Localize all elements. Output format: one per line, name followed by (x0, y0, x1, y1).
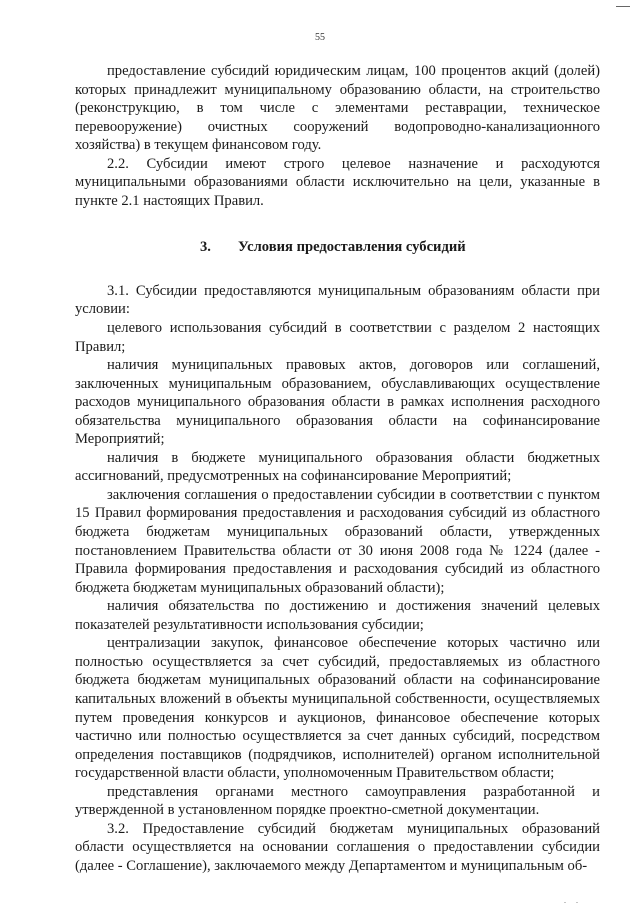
paragraph-3-1: 3.1. Субсидии предоставляются муниципальным образованиям области при условии: (75, 282, 600, 318)
condition-item: представления органами местного самоуправления разработанной и утвержденной в установленном порядке проектно-сметной документации. (75, 783, 600, 819)
condition-item: централизации закупок, финансовое обеспечение которых частично или полностью осуществляется за счет субсидий, предоставляемых из областного бюджета бюджетам муниципальных образований области на софинансирование капитальных вложений в объекты муниципальной собственности, осуществляемых путем проведения конкурсов и аукционов, финансовое обеспечение которых частично или полностью осуществляется за счет данных субсидий, посредством определения поставщиков (подрядчиков, исполнителей) органом исполнительной государственной власти области, уполномоченным Правительством области; (75, 635, 600, 782)
condition-item: наличия в бюджете муниципального образования области бюджетных ассигнований, предусмотренных на софинансирование Мероприятий; (75, 449, 600, 485)
section-title: Условия предоставления субсидий (238, 239, 466, 256)
footer-marks: . . (564, 896, 582, 905)
paragraph-continuation: предоставление субсидий юридическим лицам, 100 процентов акций (долей) которых принадлежит муниципальному образованию области, на строительство (реконструкцию, в том числе с элементами реставрации, техническое перевооружение) очистных сооружений водопроводно-канализационного хозяйства) в текущем финансовом году. (75, 63, 600, 154)
condition-item: целевого использования субсидий в соответствии с разделом 2 настоящих Правил; (75, 320, 600, 355)
section-heading (75, 238, 600, 257)
document-body (75, 62, 600, 875)
section-number: 3. (200, 239, 211, 256)
page-number: 55 (315, 32, 325, 43)
condition-item: наличия муниципальных правовых актов, договоров или соглашений, заключенных муниципальным образованием, обуславливающих осуществление расходов муниципального образования области в рамках исполнения расходного обязательства муниципального образования области на софинансирование Мероприятий; (75, 357, 600, 448)
paragraph-3-2: 3.2. Предоставление субсидий бюджетам муниципальных образований области осуществляется на основании соглашения о предоставлении субсидии (далее - Соглашение), заключаемого между Департаментом и муниципальным об- (75, 820, 600, 874)
scan-corner-mark (616, 0, 630, 7)
condition-item: наличия обязательства по достижению и достижения значений целевых показателей результативности использования субсидии; (75, 598, 600, 633)
condition-item: заключения соглашения о предоставлении субсидии в соответствии с пунктом 15 Правил формирования предоставления и расходования субсидий из областного бюджета бюджетам муниципальных образований области, утвержденных постановлением Правительства области от 30 июня 2008 года № 1224 (далее - Правила формирования предоставления и расходования субсидий из областного бюджета бюджетам муниципальных образований области); (75, 486, 600, 596)
paragraph-2-2: 2.2. Субсидии имеют строго целевое назначение и расходуются муниципальными образованиями области исключительно на цели, указанные в пункте 2.1 настоящих Правил. (75, 155, 600, 209)
